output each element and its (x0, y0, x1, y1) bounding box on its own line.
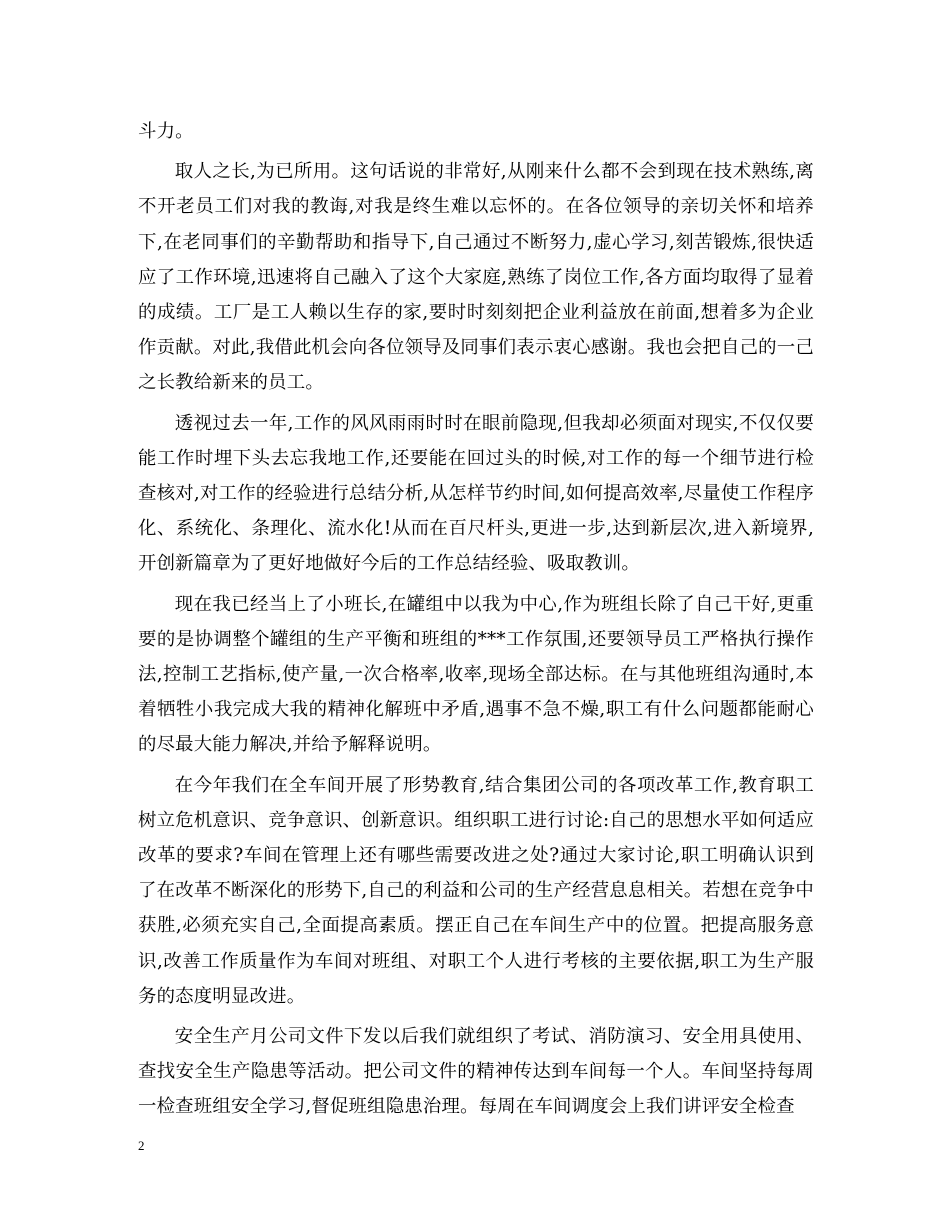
paragraph: 安全生产月公司文件下发以后我们就组织了考试、消防演习、安全用具使用、查找安全生产隐患等活动。把公司文件的精神传达到车间每一个人。车间坚持每周一检查班组安全学习,督促班组隐患治理。每周在车间调度会上我们讲评安全检查 (138, 1026, 814, 1118)
paragraph: 透视过去一年,工作的风风雨雨时时在眼前隐现,但我却必须面对现实,不仅仅要能工作时埋下头去忘我地工作,还要能在回过头的时候,对工作的每一个细节进行检查核对,对工作的经验进行总结分析,从怎样节约时间,如何提高效率,尽量使工作程序化、系统化、条理化、流水化!从而在百尺杆头,更进一步,达到新层次,进入新境界,开创新篇章为了更好地做好今后的工作总结经验、吸取教训。 (138, 412, 814, 575)
paragraph: 取人之长,为已所用。这句话说的非常好,从刚来什么都不会到现在技术熟练,离不开老员工们对我的教诲,对我是终生难以忘怀的。在各位领导的亲切关怀和培养下,在老同事们的辛勤帮助和指导下,自己通过不断努力,虚心学习,刻苦锻炼,很快适应了工作环境,迅速将自己融入了这个大家庭,熟练了岗位工作,各方面均取得了显着的成绩。工厂是工人赖以生存的家,要时时刻刻把企业利益放在前面,想着多为企业作贡献。对此,我借此机会向各位领导及同事们表示衷心感谢。我也会把自己的一己之长教给新来的员工。 (138, 161, 814, 394)
paragraph: 斗力。 (138, 121, 194, 142)
page-number: 2 (138, 1138, 145, 1153)
body-text (138, 114, 814, 1130)
paragraph: 在今年我们在全车间开展了形势教育,结合集团公司的各项改革工作,教育职工树立危机意识、竞争意识、创新意识。组织职工进行讨论:自己的思想水平如何适应改革的要求?车间在管理上还有哪些需要改进之处?通过大家讨论,职工明确认识到了在改革不断深化的形势下,自己的利益和公司的生产经营息息相关。若想在竞争中获胜,必须充实自己,全面提高素质。摆正自己在车间生产中的位置。把提高服务意识,改善工作质量作为车间对班组、对职工个人进行考核的主要依据,职工为生产服务的态度明显改进。 (138, 774, 814, 1007)
paragraph: 现在我已经当上了小班长,在罐组中以我为中心,作为班组长除了自己干好,更重要的是协调整个罐组的生产平衡和班组的***工作氛围,还要领导员工严格执行操作法,控制工艺指标,使产量,一次合格率,收率,现场全部达标。在与其他班组沟通时,本着牺牲小我完成大我的精神化解班中矛盾,遇事不急不燥,职工有什么问题都能耐心的尽最大能力解决,并给予解释说明。 (138, 593, 814, 756)
